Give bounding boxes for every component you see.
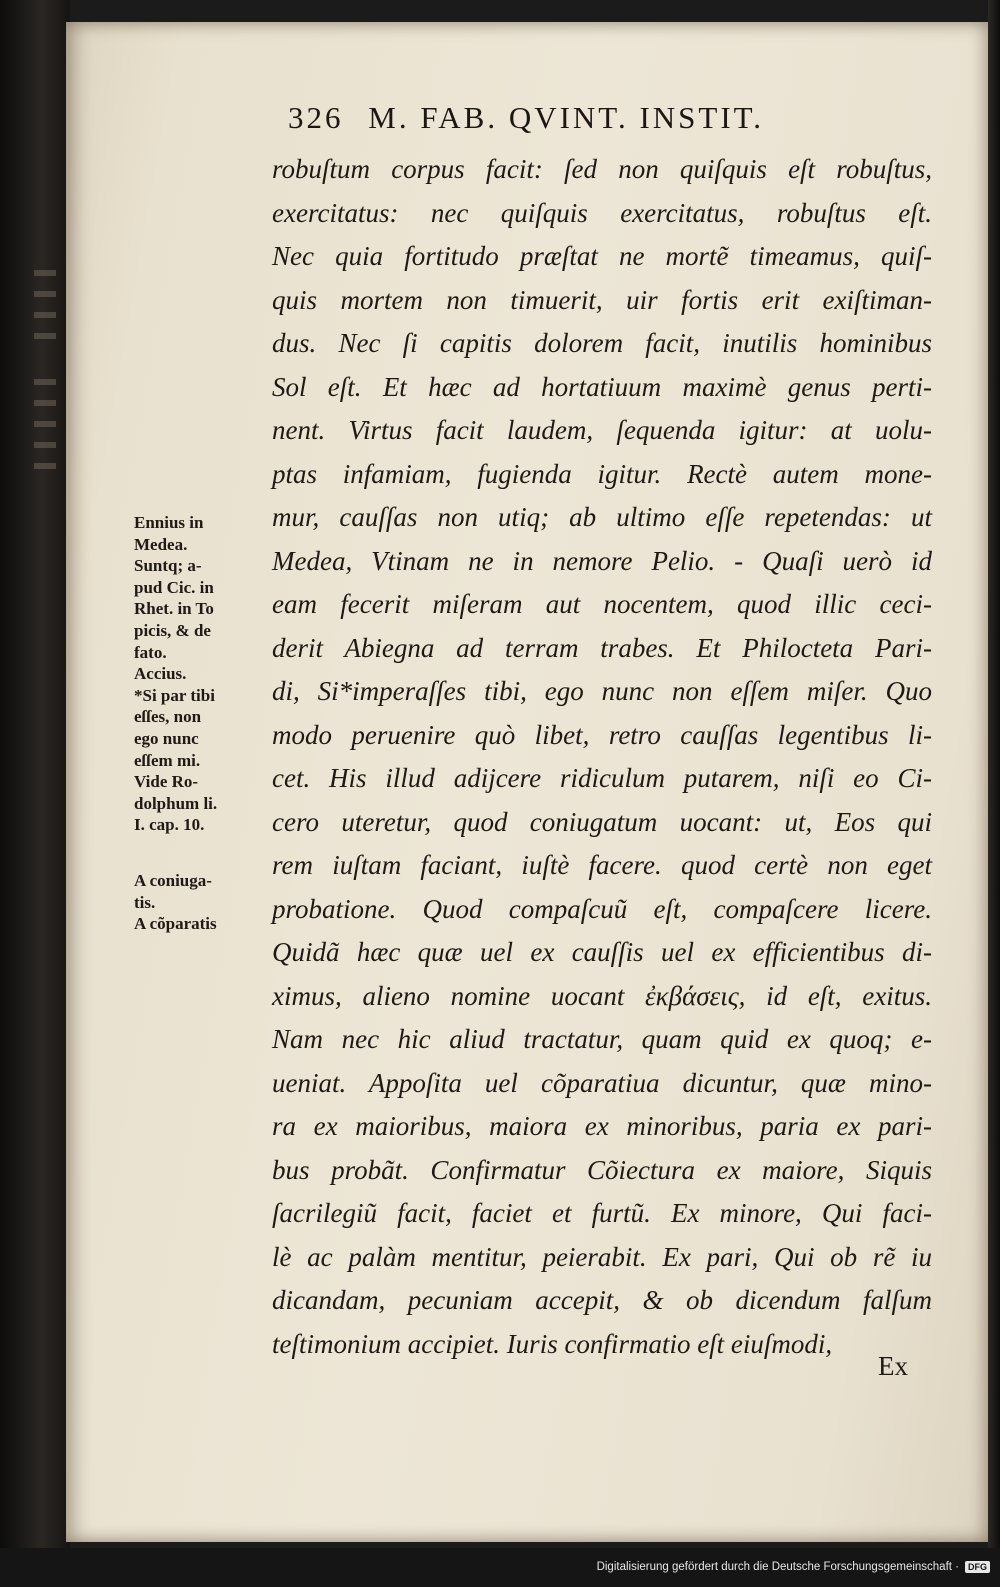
margin-note-coniugatis — [134, 870, 266, 913]
digitization-footer — [597, 1553, 990, 1581]
catchword: Ex — [878, 1351, 908, 1381]
margin-note-line: Medea. — [134, 534, 188, 554]
margin-note-line: Accius. — [134, 664, 187, 684]
text-line: bus probãt. Confirmatur Cõiectura ex maiore, Siquis — [272, 1154, 932, 1185]
text-line: quis mortem non timuerit, uir fortis erit exiſtiman- — [272, 284, 932, 315]
main-text — [272, 148, 932, 1366]
margin-note-line: *Si par tibi — [134, 685, 215, 705]
text-line: rem iuſtam faciant, iuſtè facere. quod certè non eget — [272, 850, 932, 880]
page-edge-right — [988, 0, 1000, 1548]
text-line: ximus, alieno nomine uocant ἐκβάσεις, id eſt, exitus. — [272, 980, 932, 1011]
text-line: eam fecerit miſeram aut nocentem, quod illic ceci- — [272, 589, 932, 619]
text-line: derit Abiegna ad terram trabes. Et Philocteta Pari- — [272, 632, 932, 663]
text-line: cero uteretur, quod coniugatum uocant: ut, Eos qui — [272, 806, 932, 837]
text-line: ptas infamiam, fugienda igitur. Rectè autem mone- — [272, 458, 932, 489]
text-line: probatione. Quod compaſcuũ eſt, compaſcere licere. — [272, 893, 932, 924]
running-title: M. FAB. QVINT. INSTIT. — [368, 100, 765, 135]
margin-note-comparatis — [134, 913, 266, 935]
text-line: mur, cauſſas non utiq; ab ultimo eſſe repetendas: ut — [272, 502, 932, 532]
margin-note-line: ego nunc — [134, 728, 199, 748]
text-line: Nec quia fortitudo præſtat ne mortẽ timeamus, quiſ- — [272, 241, 932, 271]
margin-note-line: I. cap. 10. — [134, 815, 205, 835]
text-line: ra ex maioribus, maiora ex minoribus, paria ex pari- — [272, 1111, 932, 1141]
margin-note-line: fato. — [134, 642, 167, 662]
margin-note-ennius — [134, 512, 266, 836]
running-header — [288, 100, 888, 136]
margin-note-line: picis, & de — [134, 620, 211, 640]
text-line: dus. Nec ſi capitis dolorem facit, inutilis hominibus — [272, 328, 932, 358]
page-number: 326 — [288, 100, 344, 135]
text-line: Sol eſt. Et hæc ad hortatiuum maximè genus perti- — [272, 371, 932, 402]
margin-note-line: Rhet. in To — [134, 599, 214, 619]
margin-note-line: A cõparatis — [134, 914, 217, 934]
facing-page-edge — [0, 0, 70, 1548]
text-line: modo peruenire quò libet, retro cauſſas legentibus li- — [272, 719, 932, 750]
margin-note-line: Vide Ro- — [134, 772, 199, 792]
text-line: ueniat. Appoſita uel cõparatiua dicuntur, quæ mino- — [272, 1067, 932, 1098]
footer-credit: Digitalisierung gefördert durch die Deutsche Forschungsgemeinschaft · — [596, 1561, 959, 1573]
text-line: teſtimonium accipiet. Iuris confirmatio eſt eiuſmodi, — [272, 1328, 833, 1359]
margin-note-line: Ennius in — [134, 513, 204, 532]
facing-page-bleed — [34, 270, 64, 484]
margin-note-line: eſſes, non — [134, 707, 202, 727]
text-line: Quidã hæc quæ uel ex cauſſis uel ex efficientibus di- — [272, 937, 932, 967]
text-line: exercitatus: nec quiſquis exercitatus, robuſtus eſt. — [272, 197, 932, 228]
text-line: Nam nec hic aliud tractatur, quam quid ex quoq; e- — [272, 1024, 932, 1054]
text-line: robuſtum corpus facit: ſed non quiſquis eſt robuſtus, — [272, 154, 932, 184]
margin-note-line: dolphum li. — [134, 793, 218, 813]
text-line: dicandam, pecuniam accepit, & ob dicendum falſum — [272, 1285, 932, 1315]
margin-note-line: Suntq; a- — [134, 556, 202, 576]
marginalia — [134, 512, 266, 955]
text-line: di, Si*imperaſſes tibi, ego nunc non eſſem miſer. Quo — [272, 676, 932, 706]
margin-note-line: tis. — [134, 892, 156, 912]
margin-note-line: eſſem mi. — [134, 750, 201, 770]
text-line: ſacrilegiũ facit, faciet et furtũ. Ex minore, Qui faci- — [272, 1198, 932, 1228]
margin-note-line: A coniuga- — [134, 870, 212, 890]
dfg-logo: DFG — [965, 1561, 990, 1573]
text-line: lè ac palàm mentitur, peierabit. Ex pari, Qui ob rẽ iu — [272, 1241, 932, 1272]
text-line: nent. Virtus facit laudem, ſequenda igitur: at uolu- — [272, 415, 932, 445]
text-line: Medea, Vtinam ne in nemore Pelio. - Quaſi uerò id — [272, 545, 932, 576]
margin-note-line: pud Cic. in — [134, 577, 214, 597]
text-line: cet. His illud adijcere ridiculum putarem, niſi eo Ci- — [272, 763, 932, 793]
